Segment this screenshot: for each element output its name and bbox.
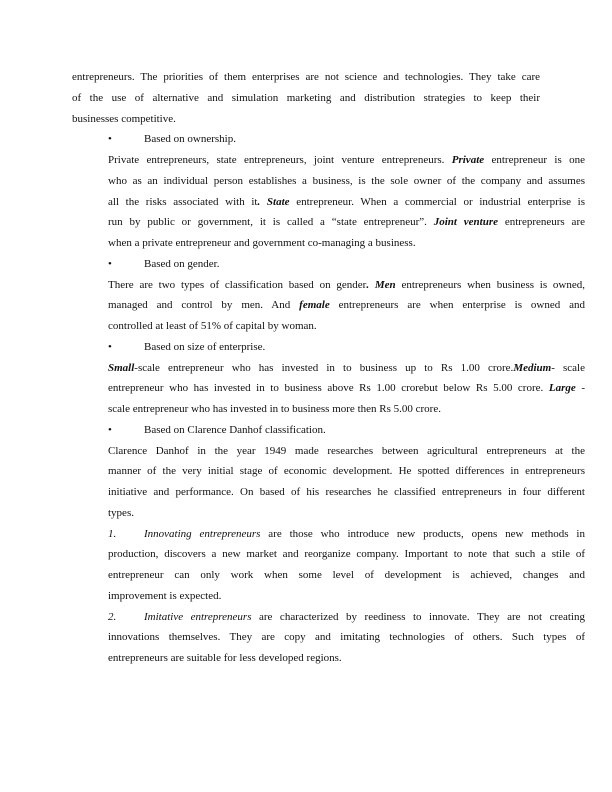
text-run: entrepreneurs are — [498, 216, 585, 229]
text-run: Private entrepreneurs, state entrepreneurs, joint venture entrepreneurs. — [108, 154, 452, 166]
list-number: 2. — [108, 610, 117, 623]
paragraph — [0, 358, 612, 420]
numbered-item — [0, 524, 612, 607]
emphasis-text: Private — [451, 154, 485, 166]
text-line — [72, 109, 540, 130]
bullet-item — [108, 129, 585, 150]
text-run: are characterized by reediness to innovate. They are not creating — [251, 610, 585, 623]
text-line — [108, 503, 585, 524]
paragraph — [0, 67, 612, 129]
text-run: controlled at least of 51% of capital by woman. — [108, 320, 317, 332]
text-line — [108, 565, 585, 586]
text-line — [108, 627, 585, 648]
text-run: run by public or government, it is called a “state entrepreneur”. — [108, 216, 434, 229]
text-run: entrepreneurs are suitable for less developed regions. — [108, 652, 342, 664]
paragraph — [0, 441, 612, 524]
text-run: of the use of alternative and simulation marketing and distribution strategies to keep their — [72, 91, 540, 104]
text-line-body — [144, 524, 585, 545]
emphasis-text: Large — [548, 382, 576, 395]
text-line — [108, 233, 585, 254]
text-run: all the risks associated with it — [108, 195, 258, 208]
text-run: innovations themselves. They are copy and imitating technologies of others. Such types of — [108, 631, 585, 644]
text-line — [108, 295, 585, 316]
text-line — [108, 171, 585, 192]
bullet-text: Based on size of enterprise. — [144, 340, 266, 353]
text-line — [108, 441, 585, 462]
text-run: entrepreneurs. The priorities of them enterprises are not science and technologies. They take care — [72, 71, 540, 83]
text-line — [108, 544, 585, 565]
text-run: production, discovers a new market and reorganize company. Important to note that such a stile of — [108, 548, 585, 561]
bullet-icon: • — [108, 423, 112, 436]
text-line — [108, 275, 585, 296]
text-run: -scale entrepreneur who has invested in to business up to Rs 1.00 crore. — [134, 361, 514, 374]
text-line — [108, 316, 585, 337]
paragraph — [0, 275, 612, 337]
text-line-body — [144, 607, 585, 628]
text-line — [108, 482, 585, 503]
bullet-item — [108, 337, 585, 358]
emphasis-text: . State — [257, 195, 290, 208]
emphasis-text: Medium — [513, 361, 552, 374]
text-run: who as an individual person establishes a business, is the sole owner of the company and assumes — [108, 174, 585, 187]
emphasis-text: . Men — [366, 278, 396, 291]
bullet-icon: • — [108, 133, 112, 146]
numbered-item — [0, 607, 612, 669]
text-line — [108, 524, 585, 545]
text-line — [108, 212, 585, 233]
text-line — [72, 67, 540, 88]
text-run: scale entrepreneur who has invested in to business more then Rs 5.00 crore. — [108, 403, 441, 415]
text-run: entrepreneurs when business is owned, — [395, 278, 585, 291]
bullet-text: Based on ownership. — [144, 133, 236, 146]
list-number: 1. — [108, 527, 117, 540]
emphasis-text: female — [299, 299, 330, 312]
text-run: improvement is expected. — [108, 589, 222, 602]
text-line — [108, 648, 585, 669]
bullet-item — [108, 254, 585, 275]
text-run: businesses competitive. — [72, 112, 176, 125]
text-line — [108, 192, 585, 213]
emphasis-text: Small — [108, 361, 135, 374]
text-run: initiative and performance. On based of his researches he classified entrepreneurs in four different — [108, 486, 585, 498]
bullet-text: Based on Clarence Danhof classification. — [144, 423, 326, 436]
paragraph — [0, 150, 612, 254]
text-line — [108, 586, 585, 607]
text-line — [108, 607, 585, 628]
document-page — [0, 67, 612, 669]
text-run: entrepreneur. When a commercial or industrial enterprise is — [289, 195, 585, 208]
text-run: entrepreneur who has invested in to business above Rs 1.00 crorebut below Rs 5.00 crore. — [108, 382, 549, 395]
bullet-item — [108, 420, 585, 441]
bullet-text: Based on gender. — [144, 257, 220, 270]
text-line — [108, 150, 585, 171]
text-run: entrepreneur can only work when some level of development is achieved, changes and — [108, 569, 585, 581]
bullet-icon: • — [108, 257, 112, 270]
text-run: are those who introduce new products, opens new methods in — [260, 527, 585, 540]
bullet-icon: • — [108, 340, 112, 353]
emphasis-text: Imitative entrepreneurs — [144, 610, 252, 623]
text-line — [108, 399, 585, 420]
text-run: - — [575, 382, 585, 395]
text-run: - scale — [551, 361, 585, 374]
emphasis-text: Innovating entrepreneurs — [144, 527, 261, 540]
text-line — [72, 88, 540, 109]
text-line — [108, 358, 585, 379]
text-run: managed and control by men. And — [108, 299, 300, 312]
text-line — [108, 378, 585, 399]
text-run: entrepreneur is one — [484, 154, 585, 166]
text-run: when a private entrepreneur and government co-managing a business. — [108, 237, 416, 249]
text-run: entrepreneurs are when enterprise is owned and — [329, 299, 585, 312]
text-line — [108, 461, 585, 482]
text-run: Clarence Danhof in the year 1949 made researches between agricultural entrepreneurs at the — [108, 444, 585, 457]
text-run: types. — [108, 506, 134, 519]
text-run: There are two types of classification based on gender — [108, 278, 367, 291]
text-run: manner of the very initial stage of economic development. He spotted differences in entrepreneurs — [108, 465, 585, 478]
emphasis-text: Joint venture — [433, 216, 499, 229]
